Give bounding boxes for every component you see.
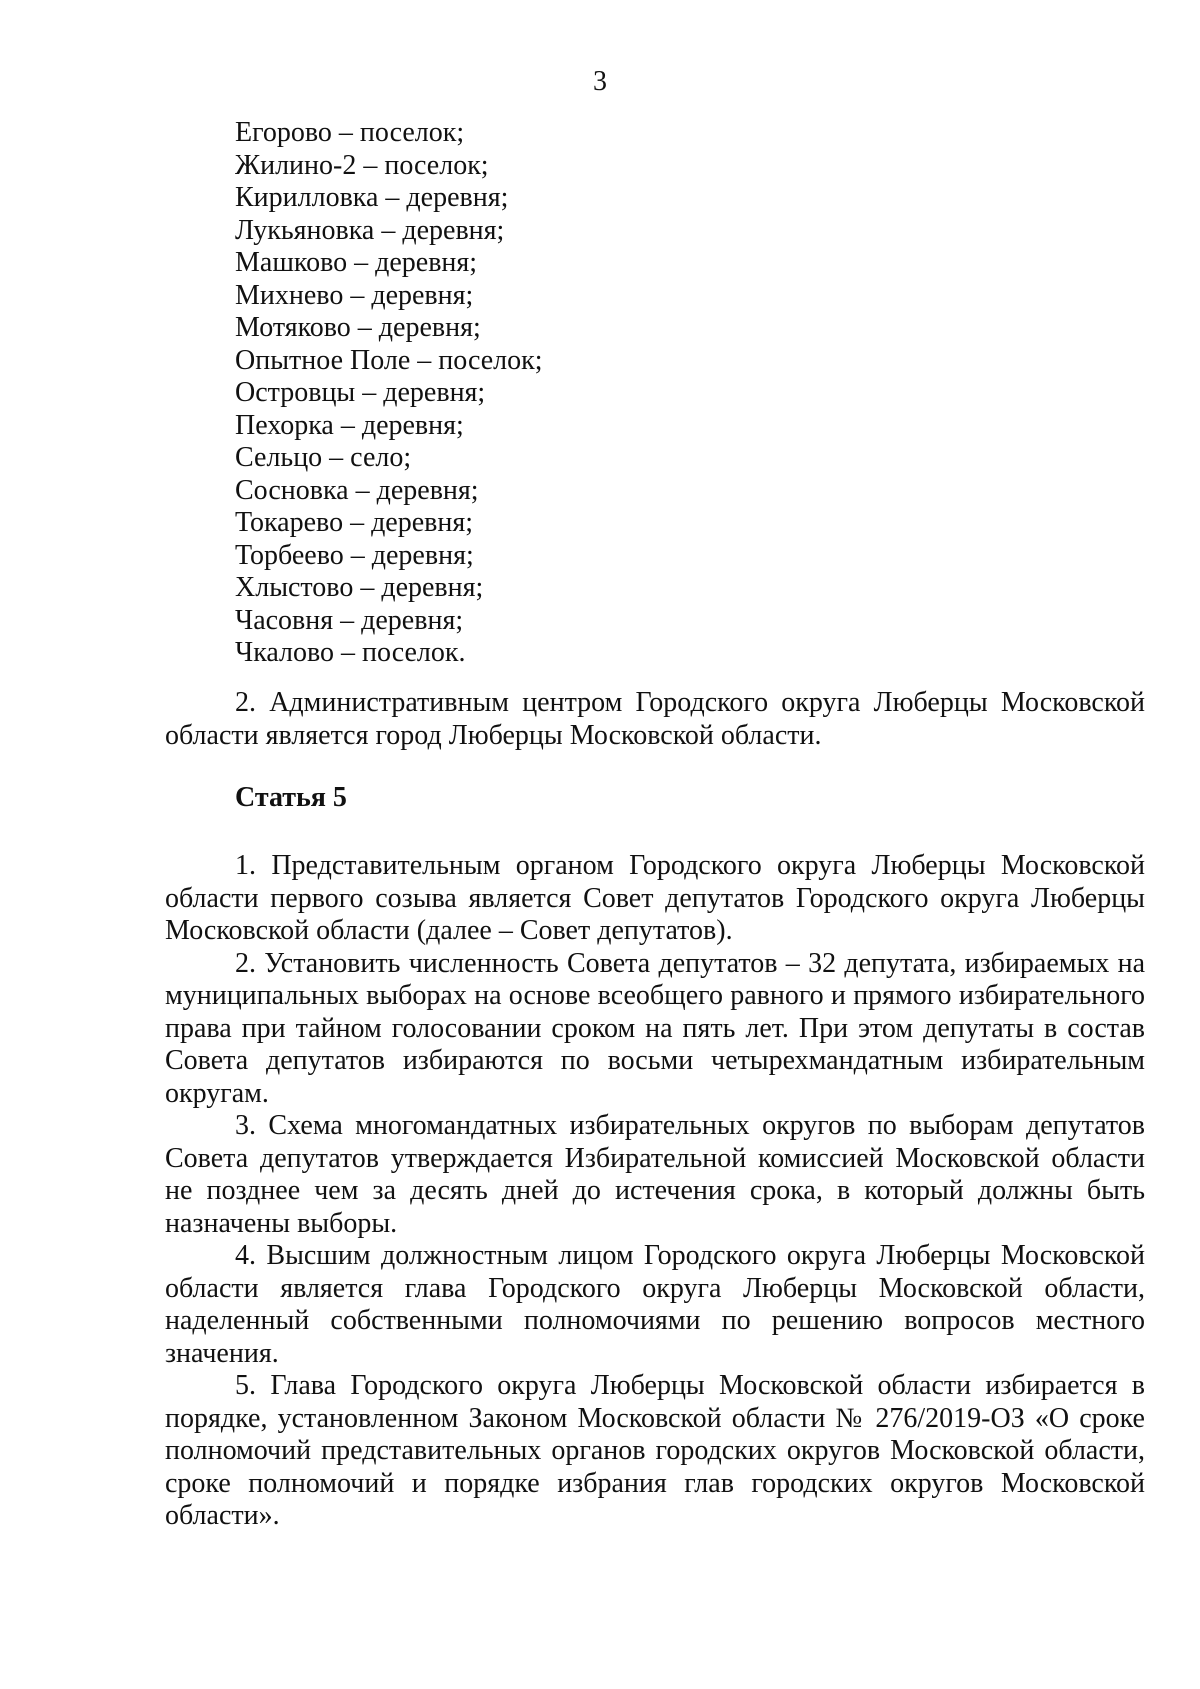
list-item: Хлыстово – деревня; xyxy=(235,572,484,603)
article-5-paragraph-2: 2. Установить численность Совета депутатов – 32 депутата, избираемых на муниципальных выборах на основе всеобщего равного и прямого избирательного права при тайном голосовании сроком на пять лет. При этом депутаты в состав Совета депутатов избираются по восьми четырехмандатным избирательным округам. xyxy=(165,947,1145,1109)
list-item: Чкалово – поселок. xyxy=(235,637,466,668)
list-item: Опытное Поле – поселок; xyxy=(235,344,543,376)
article-5-paragraph-5: 5. Глава Городского округа Люберцы Московской области избирается в порядке, установленном Законом Московской области № 276/2019-ОЗ «О сроке полномочий представительных органов городских округов Московской области, сроке полномочий и порядке избрания глав городских округов Московской области». xyxy=(165,1370,1145,1531)
list-item: Мотяково – деревня; xyxy=(235,312,481,343)
list-item: Островцы – деревня; xyxy=(235,377,486,408)
article-4-continuation xyxy=(165,687,1145,752)
article-5-paragraph-4: 4. Высшим должностным лицом Городского округа Люберцы Московской области является глава Городского округа Люберцы Московской области, наделенный собственными полномочиями по решению вопросов местного значения. xyxy=(165,1240,1145,1369)
article-5-heading: Статья 5 xyxy=(235,782,347,813)
page-number: 3 xyxy=(593,66,607,97)
list-item: Кирилловка – деревня; xyxy=(235,182,509,213)
article-5-paragraph-1: 1. Представительным органом Городского округа Люберцы Московской области первого созыва является Совет депутатов Городского округа Люберцы Московской области (далее – Совет депутатов). xyxy=(165,850,1145,946)
list-item: Михнево – деревня; xyxy=(235,279,474,311)
list-item: Жилино-2 – поселок; xyxy=(235,149,489,181)
list-item: Торбеево – деревня; xyxy=(235,539,474,571)
list-item: Часовня – деревня; xyxy=(235,604,464,636)
list-item: Токарево – деревня; xyxy=(235,507,474,538)
settlement-list xyxy=(235,117,1035,670)
list-item: Сельцо – село; xyxy=(235,442,412,473)
list-item: Пехорка – деревня; xyxy=(235,409,464,441)
administrative-center-paragraph: 2. Административным центром Городского округа Люберцы Московской области является город Люберцы Московской области. xyxy=(165,687,1145,751)
list-item: Егорово – поселок; xyxy=(235,117,465,148)
list-item: Машково – деревня; xyxy=(235,247,478,278)
list-item: Лукьяновка – деревня; xyxy=(235,214,505,246)
article-5-body xyxy=(165,850,1145,1533)
list-item: Сосновка – деревня; xyxy=(235,474,479,506)
article-5-paragraph-3: 3. Схема многомандатных избирательных округов по выборам депутатов Совета депутатов утверждается Избирательной комиссией Московской области не позднее чем за десять дней до истечения срока, в который должны быть назначены выборы. xyxy=(165,1110,1145,1239)
